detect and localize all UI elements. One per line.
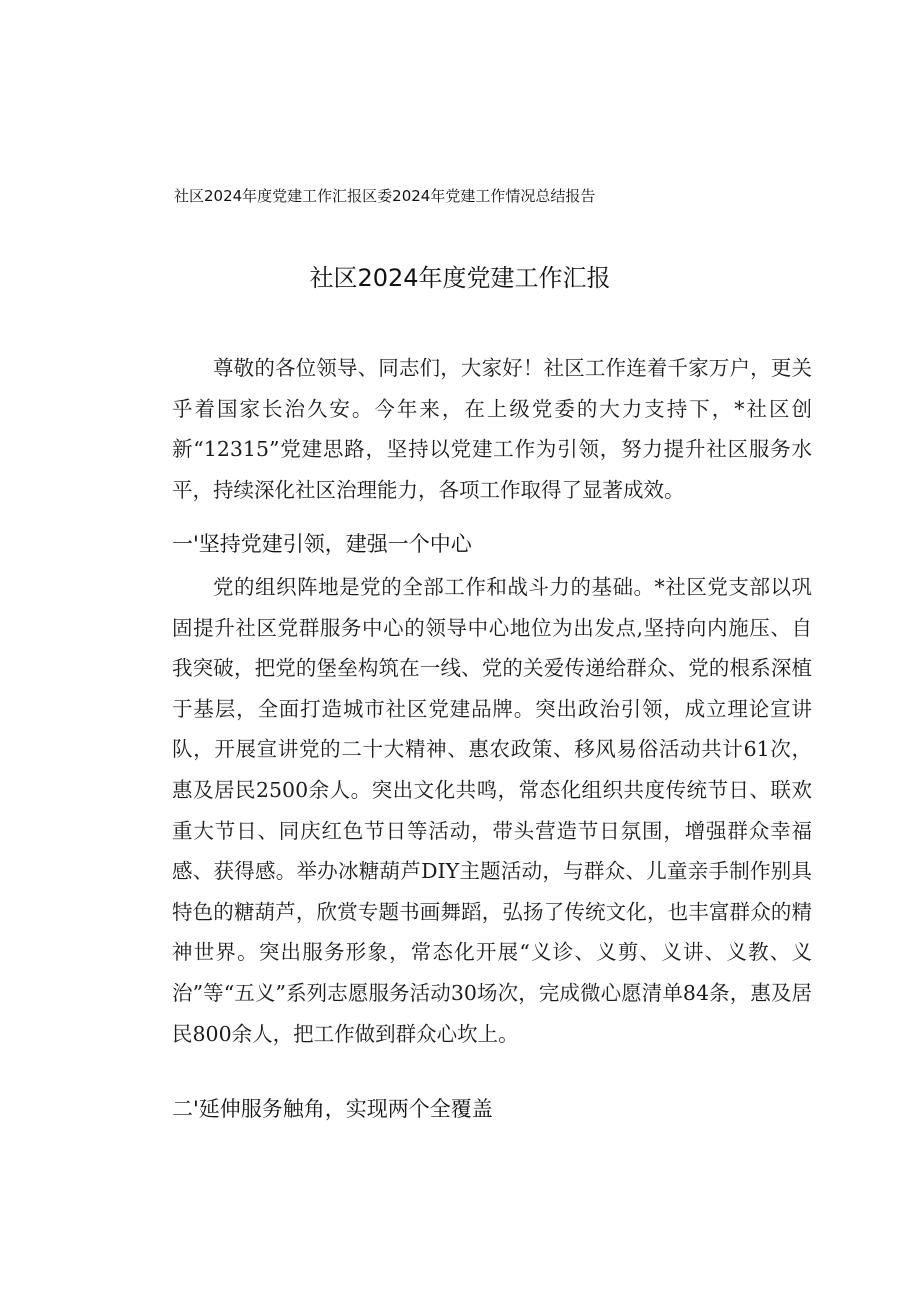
intro-paragraph: 尊敬的各位领导、同志们，大家好！社区工作连着千家万户，更关乎着国家长治久安。今年来，在上级党委的大力支持下，*社区创新“12315”党建思路，坚持以党建工作为引领，努力提升社区服务水平，持续深化社区治理能力，各项工作取得了显著成效。 <box>172 356 812 502</box>
document-header-line: 社区2024年度党建工作汇报区委2024年党建工作情况总结报告 <box>174 187 596 205</box>
section-paragraph-1: 党的组织阵地是党的全部工作和战斗力的基础。*社区党支部以巩固提升社区党群服务中心的领导中心地位为出发点,坚持向内施压、自我突破，把党的堡垒构筑在一线、党的关爱传递给群众、党的根系深植于基层，全面打造城市社区党建品牌。突出政治引领，成立理论宣讲队，开展宣讲党的二十大精神、惠农政策、移风易俗活动共计61次，惠及居民2500余人。突出文化共鸣，常态化组织共度传统节日、联欢重大节日、同庆红色节日等活动，带头营造节日氛围，增强群众幸福感、获得感。举办冰糖葫芦DIY主题活动，与群众、儿童亲手制作别具特色的糖葫芦，欣赏专题书画舞蹈，弘扬了传统文化，也丰富群众的精神世界。突出服务形象，常态化开展“义诊、义剪、义讲、义教、义治”等“五义”系列志愿服务活动30场次，完成微心愿清单84条，惠及居民800余人，把工作做到群众心坎上。 <box>172 575 812 1046</box>
section-heading-2: 二'延伸服务触角，实现两个全覆盖 <box>172 1097 493 1121</box>
page-title: 社区2024年度党建工作汇报 <box>309 264 611 292</box>
section-heading-1: 一'坚持党建引领，建强一个中心 <box>172 532 472 556</box>
